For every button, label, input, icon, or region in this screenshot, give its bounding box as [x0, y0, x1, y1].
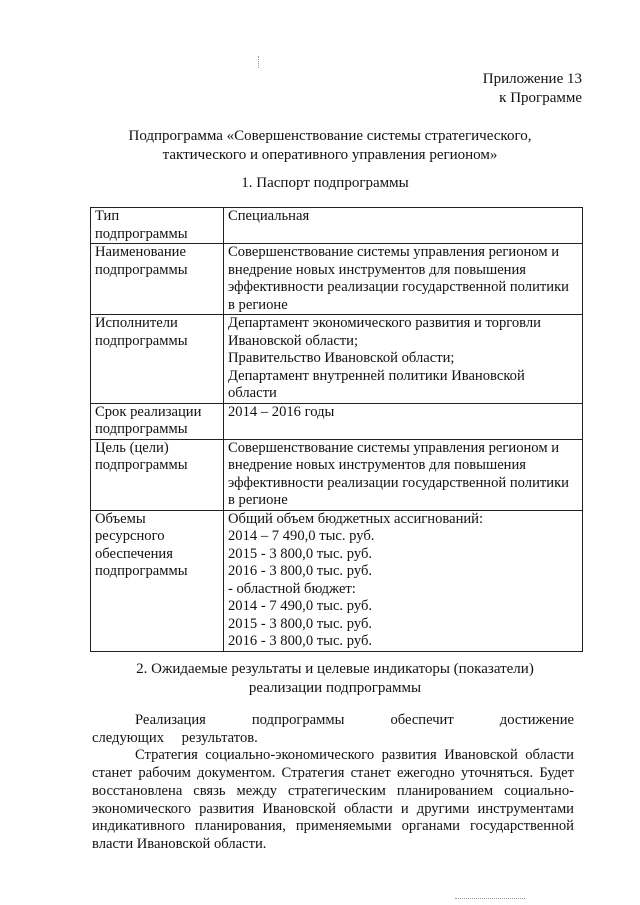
- value-line: в регионе: [228, 296, 288, 313]
- label-line: Тип: [95, 208, 120, 224]
- label-line: Цель (цели): [95, 439, 169, 456]
- title-line-2: тактического и оперативного управления регионом»: [162, 147, 498, 163]
- section-1-heading: 1. Паспорт подпрограммы: [241, 175, 409, 191]
- row-label: [91, 439, 224, 510]
- value-line: 2016 - 3 800,0 тыс. руб.: [228, 563, 373, 579]
- section-2-heading: [0, 660, 640, 698]
- value-line: 2014 - 7 490,0 тыс. руб.: [228, 598, 373, 614]
- value-line: Совершенствование системы управления регионом и: [228, 244, 560, 260]
- row-label: [91, 315, 224, 404]
- row-label: [91, 403, 224, 439]
- value-line: 2016 - 3 800,0 тыс. руб.: [228, 633, 373, 649]
- label-line: подпрограммы: [95, 421, 188, 437]
- section-2-line-1: 2. Ожидаемые результаты и целевые индикаторы (показатели): [136, 661, 534, 677]
- paragraph: Стратегия социально-экономического развития Ивановской области станет рабочим документом. Стратегия станет ежегодно уточняться. Будет восстановлена связь между стратегическим планированием социально-экономического развития Ивановской области и другими инструментами индикативного планирования, применяемыми органами государственной власти Ивановской области.: [92, 747, 574, 852]
- label-line: ресурсного: [95, 528, 165, 544]
- label-line: подпрограммы: [95, 261, 188, 278]
- row-value: [224, 510, 583, 651]
- row-value: [224, 244, 583, 315]
- value-line: внедрение новых инструментов для повышения: [228, 261, 527, 278]
- passport-table: [90, 207, 583, 652]
- value-line: Специальная: [228, 208, 310, 224]
- scan-artifact: [455, 898, 525, 901]
- value-line: Департамент внутренней политики Ивановской: [228, 367, 525, 384]
- row-label: [91, 510, 224, 651]
- value-line: Совершенствование системы управления регионом и: [228, 439, 560, 456]
- value-line: в регионе: [228, 492, 288, 508]
- label-line: подпрограммы: [95, 457, 188, 473]
- value-line: эффективности реализации государственной политики: [228, 279, 569, 295]
- row-value: [224, 403, 583, 439]
- table-row: [91, 208, 583, 244]
- row-value: [224, 439, 583, 510]
- passport-table-body: [91, 208, 583, 652]
- table-row: [91, 403, 583, 439]
- value-line: области: [228, 385, 277, 401]
- table-row: [91, 244, 583, 315]
- table-row: [91, 510, 583, 651]
- label-line: Срок реализации: [95, 403, 202, 420]
- value-line: Ивановской области;: [228, 332, 359, 349]
- label-line: подпрограммы: [95, 332, 188, 349]
- value-line: 2014 – 2016 годы: [228, 403, 335, 420]
- value-line: Департамент экономического развития и торговли: [228, 315, 541, 331]
- appendix-reference: к Программе: [499, 90, 582, 106]
- label-line: обеспечения: [95, 545, 173, 562]
- value-line: эффективности реализации государственной политики: [228, 474, 569, 491]
- label-line: Исполнители: [95, 315, 178, 331]
- value-line: 2014 – 7 490,0 тыс. руб.: [228, 528, 375, 544]
- title-line-1: Подпрограмма «Совершенствование системы стратегического,: [128, 128, 532, 144]
- row-value: [224, 315, 583, 404]
- value-line: 2015 - 3 800,0 тыс. руб.: [228, 615, 373, 632]
- row-label: [91, 208, 224, 244]
- appendix-number: Приложение 13: [482, 71, 582, 87]
- label-line: Объемы: [95, 510, 146, 527]
- value-line: Правительство Ивановской области;: [228, 350, 455, 366]
- appendix-note: [483, 70, 582, 108]
- subprogram-title: [0, 127, 640, 165]
- value-line: - областной бюджет:: [228, 580, 356, 597]
- results-body: [92, 712, 574, 854]
- scan-artifact: [258, 56, 262, 68]
- row-label: [91, 244, 224, 315]
- label-line: Наименование: [95, 244, 186, 260]
- value-line: 2015 - 3 800,0 тыс. руб.: [228, 545, 373, 562]
- table-row: [91, 439, 583, 510]
- label-line: подпрограммы: [95, 225, 188, 242]
- paragraph: Реализация подпрограммы обеспечит достижение следующих результатов.: [92, 712, 574, 746]
- value-line: внедрение новых инструментов для повышения: [228, 457, 527, 473]
- label-line: подпрограммы: [95, 563, 188, 579]
- row-value: [224, 208, 583, 244]
- value-line: Общий объем бюджетных ассигнований:: [228, 510, 484, 527]
- section-2-line-2: реализации подпрограммы: [248, 680, 422, 696]
- table-row: [91, 315, 583, 404]
